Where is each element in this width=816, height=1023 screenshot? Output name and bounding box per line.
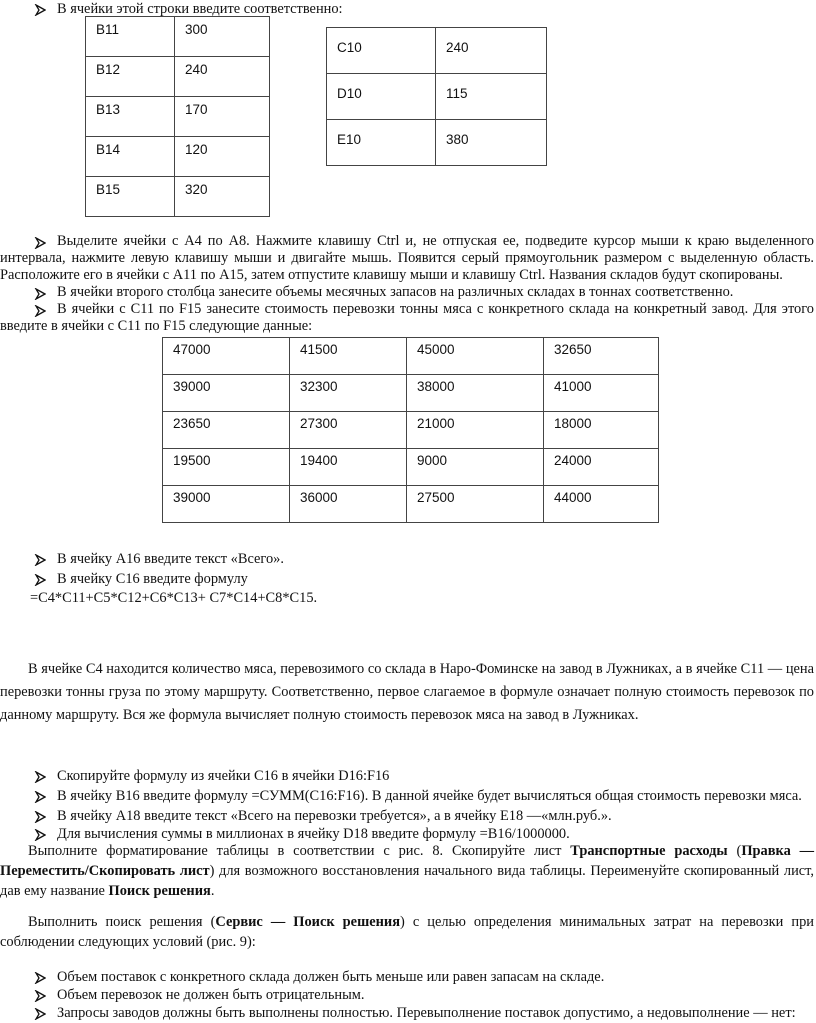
table-row xyxy=(86,137,270,177)
table-cell: C10 xyxy=(327,28,436,74)
arrow-bullet-icon xyxy=(30,234,50,249)
table-cell: 24000 xyxy=(544,449,659,486)
bold-run: Транспортные расходы xyxy=(570,843,728,859)
text-run: ( xyxy=(727,843,742,859)
table-cell: 170 xyxy=(175,97,270,137)
arrow-bullet-icon xyxy=(30,969,50,984)
instructions-block xyxy=(0,233,814,335)
table-cell: 32650 xyxy=(544,338,659,375)
table-cell: В12 xyxy=(86,57,175,97)
table-row xyxy=(327,28,547,74)
table-row xyxy=(163,449,659,486)
table-b-cells xyxy=(85,16,270,217)
instruction-7: Скопируйте формулу из ячейки С16 в ячейки D16:F16 xyxy=(57,768,390,784)
arrow-bullet-icon xyxy=(30,1,50,16)
table-cell: 44000 xyxy=(544,486,659,523)
instruction-5: В ячейку А16 введите текст «Всего». xyxy=(57,551,284,567)
table-cell: 41000 xyxy=(544,375,659,412)
table-cell: 45000 xyxy=(407,338,544,375)
table-row xyxy=(163,338,659,375)
table-row xyxy=(163,375,659,412)
table-cell: В15 xyxy=(86,177,175,217)
arrow-bullet-icon xyxy=(30,285,50,300)
table-row xyxy=(86,57,270,97)
instruction-1: В ячейки этой строки введите соответственно: xyxy=(57,1,343,17)
table-cell: 19500 xyxy=(163,449,290,486)
instruction-3: В ячейки второго столбца занесите объемы месячных запасов на различных складах в тоннах соответственно. xyxy=(57,284,734,300)
arrow-bullet-icon xyxy=(30,551,50,566)
table-cell: 23650 xyxy=(163,412,290,449)
arrow-bullet-icon xyxy=(30,571,50,586)
instruction-6: В ячейку С16 введите формулу xyxy=(57,571,248,587)
table-cell: В13 xyxy=(86,97,175,137)
arrow-bullet-icon xyxy=(30,302,50,317)
solver-paragraph xyxy=(0,912,814,952)
text-run: ) для возможного восстановления начального вида таблицы. Переименуйте скопированный лист, дав ему название xyxy=(0,863,814,899)
bold-run: Сервис — Поиск решения xyxy=(215,914,400,930)
table-cell: 115 xyxy=(436,74,547,120)
table-cell: В11 xyxy=(86,17,175,57)
table-row xyxy=(163,412,659,449)
text-run: . xyxy=(210,883,215,899)
arrow-bullet-icon xyxy=(30,808,50,823)
table-cell: 32300 xyxy=(290,375,407,412)
table-row xyxy=(86,177,270,217)
explanation-paragraph: В ячейке С4 находится количество мяса, перевозимого со склада в Наро-Фоминске на завод в Лужниках, а в ячейке С11 — цена перевозки тонны груза по этому маршруту. Соответственно, первое слагаемое в формуле означает полную стоимость перевозок по данному маршруту. Вся же формула вычисляет полную стоимость перевозок мяса на завод в Лужниках. xyxy=(0,661,814,723)
arrow-bullet-icon xyxy=(30,826,50,841)
table-cell: 21000 xyxy=(407,412,544,449)
instruction-8: В ячейку В16 введите формулу =СУММ(С16:F16). В данной ячейке будет вычисляться общая стоимость перевозки мяса. xyxy=(57,788,802,804)
table-cell: E10 xyxy=(327,120,436,166)
instruction-4: В ячейки с С11 по F15 занесите стоимость перевозки тонны мяса с конкретного склада на конкретный завод. Для этого введите в ячейки с С11 по F15 следующие данные: xyxy=(0,301,814,334)
instruction-9: В ячейку А18 введите текст «Всего на перевозки требуется», а в ячейку E18 —«млн.руб.». xyxy=(57,808,612,824)
formula-text: =C4*C11+C5*C12+C6*C13+ C7*C14+C8*C15. xyxy=(30,590,318,606)
table-cell: 27500 xyxy=(407,486,544,523)
table-cell: 39000 xyxy=(163,375,290,412)
table-cell: 39000 xyxy=(163,486,290,523)
table-c-cells xyxy=(326,27,547,166)
table-cell: 240 xyxy=(436,28,547,74)
arrow-bullet-icon xyxy=(30,1005,50,1020)
table-row xyxy=(327,120,547,166)
instruction-12: Объем перевозок не должен быть отрицательным. xyxy=(57,987,365,1003)
table-cell: 38000 xyxy=(407,375,544,412)
table-c-clip xyxy=(326,27,556,147)
table-cell: 36000 xyxy=(290,486,407,523)
arrow-bullet-icon xyxy=(30,788,50,803)
table-cell: 18000 xyxy=(544,412,659,449)
table-cell: D10 xyxy=(327,74,436,120)
bold-run: Правка — Переместить/Скопировать лист xyxy=(0,843,815,879)
table-cell: 240 xyxy=(175,57,270,97)
format-paragraph xyxy=(0,841,814,901)
bold-run: Поиск решения xyxy=(108,883,211,899)
table-cell: 320 xyxy=(175,177,270,217)
table-cell: 380 xyxy=(436,120,547,166)
text-run: ) с целью определения минимальных затрат на перевозки при соблюдении следующих условий (рис. 9): xyxy=(0,914,815,950)
table-cell: 47000 xyxy=(163,338,290,375)
cost-table xyxy=(162,337,659,523)
table-cell: 9000 xyxy=(407,449,544,486)
table-cell: В14 xyxy=(86,137,175,177)
table-cell: 120 xyxy=(175,137,270,177)
arrow-bullet-icon xyxy=(30,768,50,783)
table-row xyxy=(86,17,270,57)
arrow-bullet-icon xyxy=(30,987,50,1002)
instruction-13: Запросы заводов должны быть выполнены полностью. Перевыполнение поставок допустимо, а недовыполнение — нет: xyxy=(57,1005,796,1021)
instruction-2: Выделите ячейки с А4 по А8. Нажмите клавишу Ctrl и, не отпуская ее, подведите курсор мыши к краю выделенного интервала, нажмите левую клавишу мыши и двигайте мышь. Появится серый прямоугольник размером с выделенную область. Расположите его в ячейки с А11 по А15, затем отпустите клавишу мыши и клавишу Ctrl. Названия складов будут скопированы. xyxy=(0,233,814,283)
table-cell: 19400 xyxy=(290,449,407,486)
table-row xyxy=(163,486,659,523)
text-run: Выполнить поиск решения ( xyxy=(28,914,216,930)
table-row xyxy=(86,97,270,137)
table-cell: 27300 xyxy=(290,412,407,449)
instruction-11: Объем поставок с конкретного склада должен быть меньше или равен запасам на складе. xyxy=(57,969,605,985)
table-cell: 41500 xyxy=(290,338,407,375)
table-cell: 300 xyxy=(175,17,270,57)
table-row xyxy=(327,74,547,120)
instruction-10: Для вычисления суммы в миллионах в ячейку D18 введите формулу =B16/1000000. xyxy=(57,826,570,842)
text-run: Выполните форматирование таблицы в соответствии с рис. 8. Скопируйте лист xyxy=(28,843,571,859)
